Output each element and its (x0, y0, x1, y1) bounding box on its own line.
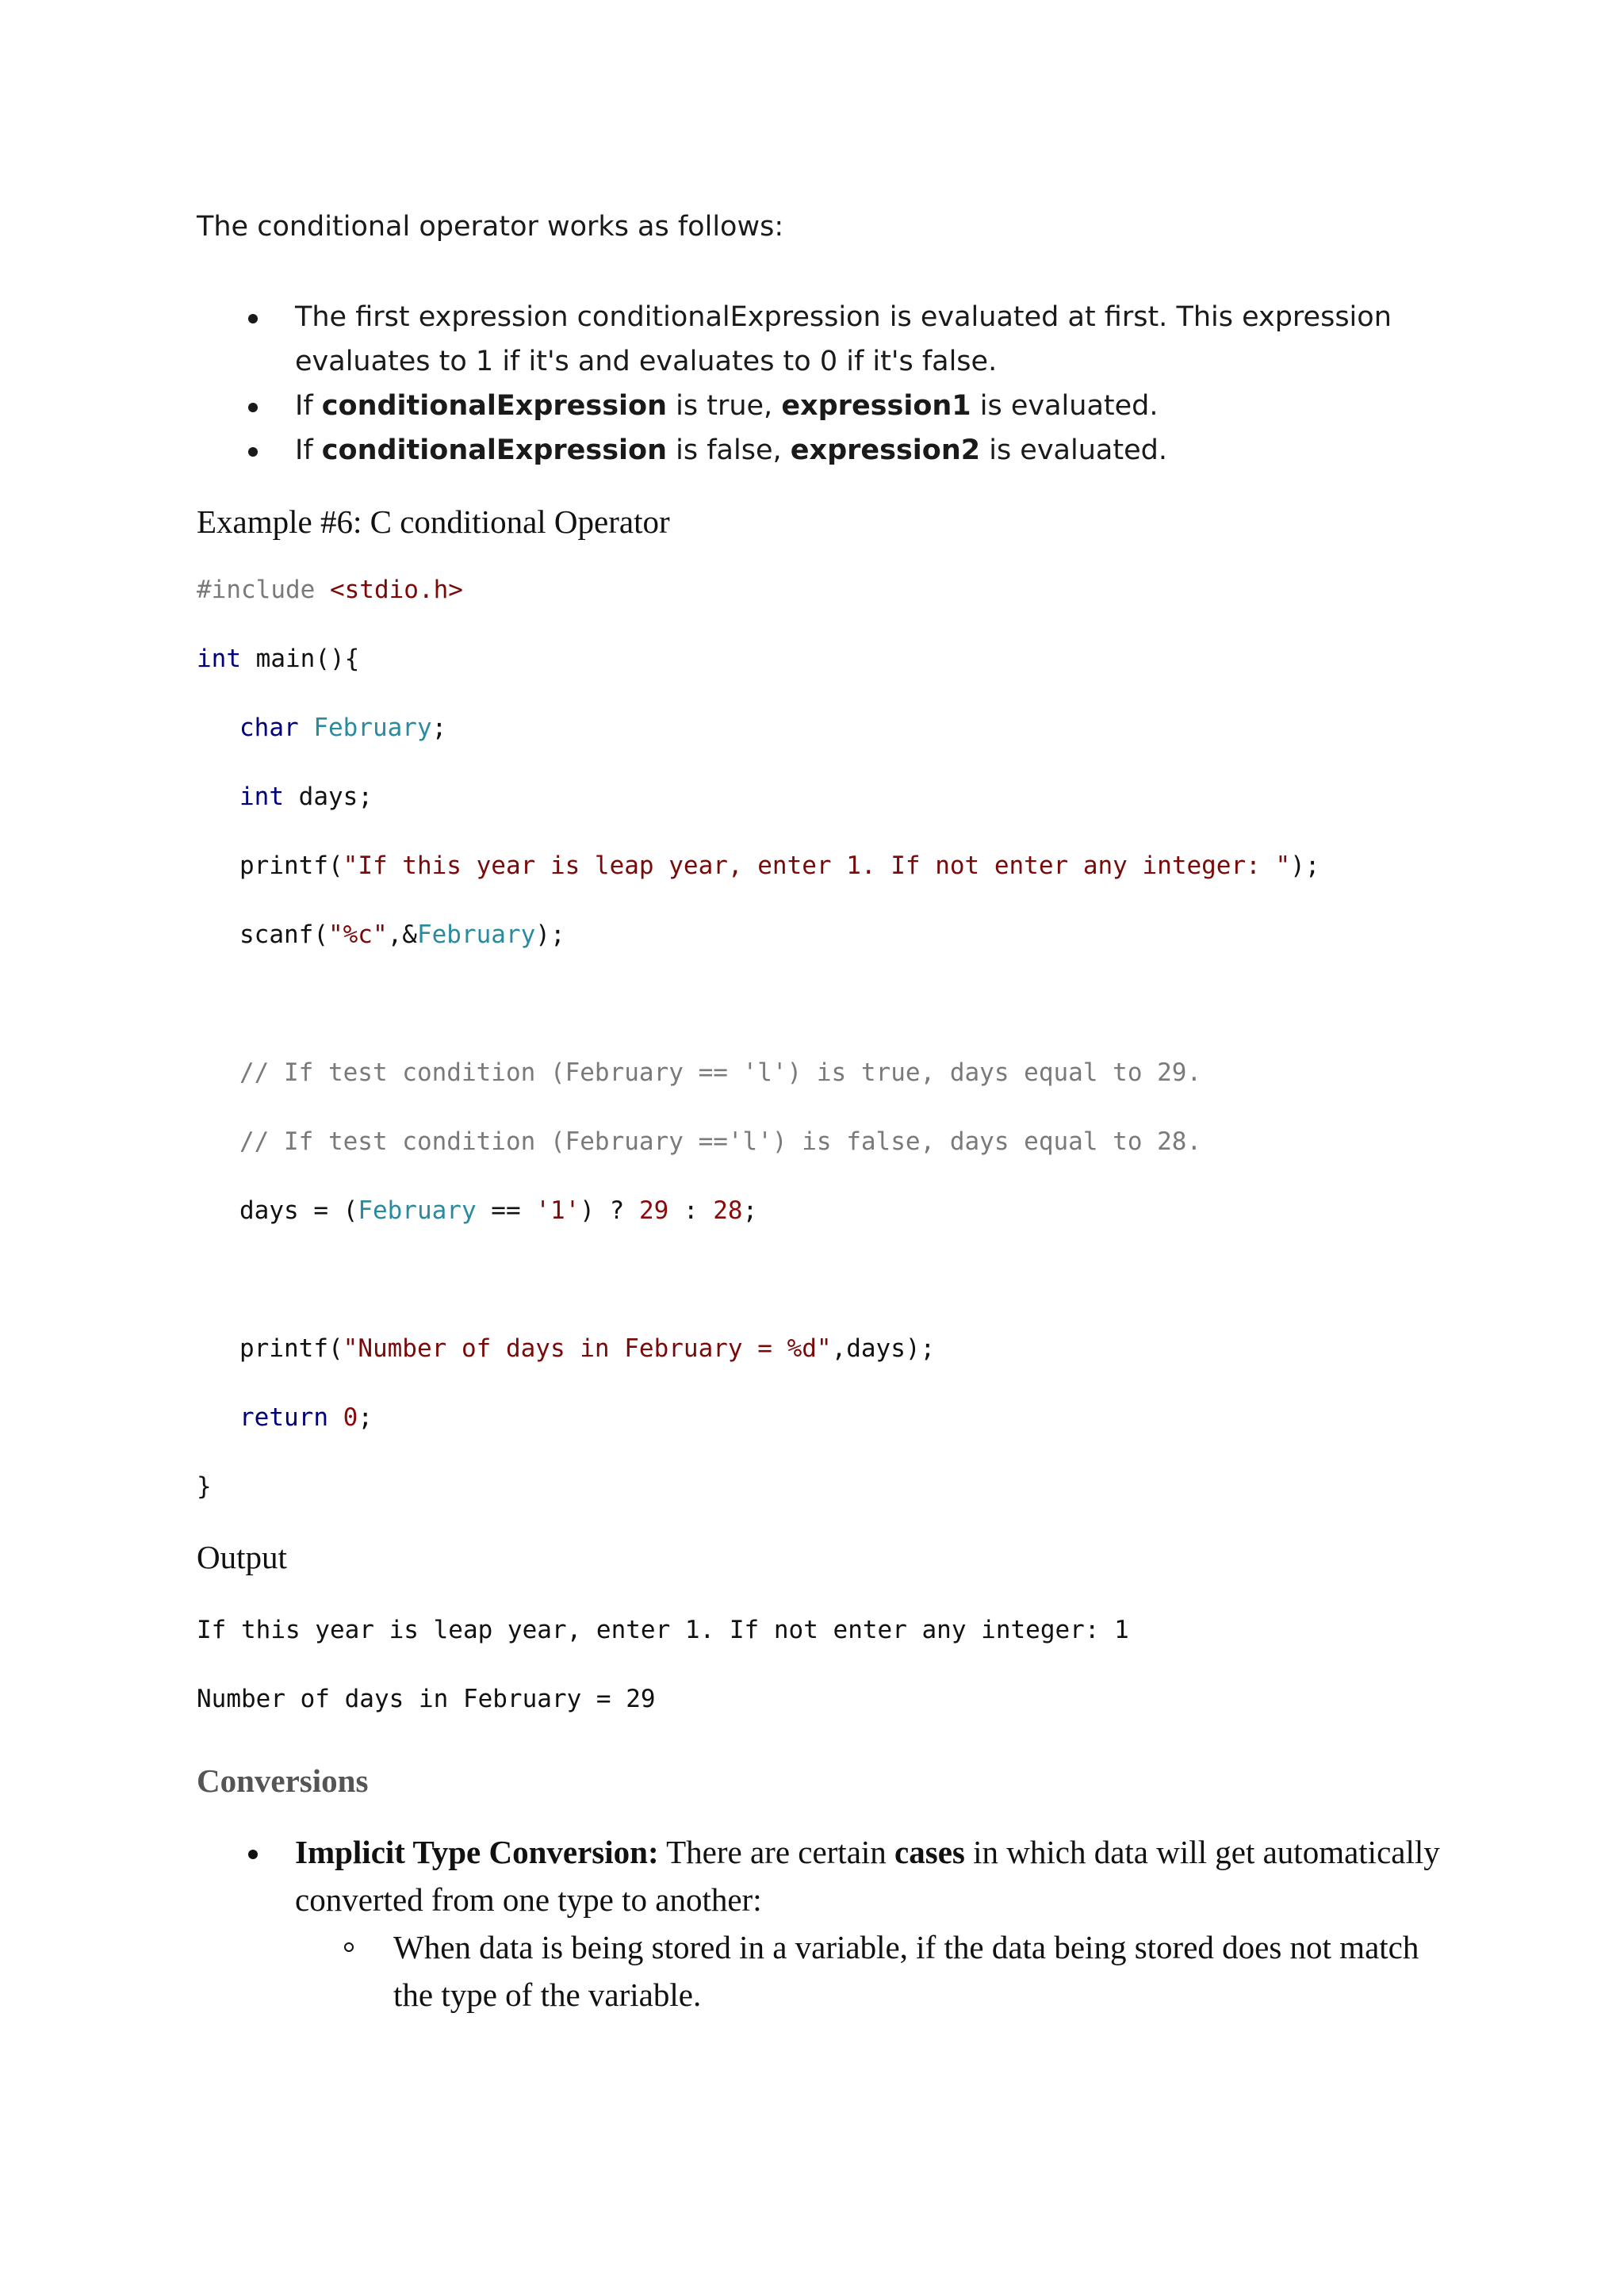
term-expression1: expression1 (781, 390, 971, 422)
list-item (197, 428, 1434, 473)
example-heading: Example #6: C conditional Operator (197, 503, 670, 540)
code-line-comment-false: // If test condition (February =='l') is false, days equal to 28. (239, 1127, 1202, 1156)
code-line-printf-prompt: printf("If this year is leap year, enter 1. If not enter any integer: "); (239, 851, 1320, 880)
code-line-include: #include <stdio.h> (197, 576, 463, 604)
term-implicit-conversion: Implicit Type Conversion: (295, 1834, 659, 1870)
list-item (197, 1828, 1450, 1923)
code-line-return: return 0; (239, 1403, 373, 1432)
output-line: If this year is leap year, enter 1. If not enter any integer: 1 (197, 1616, 1129, 1644)
code-line-char-decl: char February; (239, 714, 447, 742)
conversions-heading: Conversions (197, 1762, 369, 1799)
list-item-text: If conditionalExpression is false, expression2 is evaluated. (295, 434, 1167, 466)
code-line-main: int main(){ (197, 645, 360, 673)
term-conditional-expression: conditionalExpression (321, 434, 668, 466)
sub-list-item-text: When data is being stored in a variable, if the data being stored does not match the type of the variable. (393, 1929, 1419, 2013)
bullet-icon (197, 384, 295, 428)
list-item (197, 295, 1434, 384)
output-heading: Output (197, 1539, 287, 1575)
list-item-text: Implicit Type Conversion: There are certain cases in which data will get automatically converted from one type to another: (295, 1834, 1440, 1918)
code-line-comment-true: // If test condition (February == 'l') is true, days equal to 29. (239, 1058, 1202, 1087)
hollow-bullet-icon (295, 1923, 393, 2019)
code-line-scanf: scanf("%c",&February); (239, 920, 565, 949)
list-item (197, 384, 1434, 428)
code-line-printf-result: printf("Number of days in February = %d",days); (239, 1334, 936, 1363)
code-block (197, 572, 1320, 1501)
list-item-text: If conditionalExpression is true, expression1 is evaluated. (295, 390, 1159, 422)
code-line-close-brace: } (197, 1472, 212, 1501)
code-line-ternary: days = (February == '1') ? 29 : 28; (239, 1196, 758, 1225)
bullet-icon (197, 428, 295, 473)
code-line-int-decl: int days; (239, 783, 373, 811)
sub-list-item (295, 1923, 1450, 2019)
term-expression2: expression2 (790, 434, 981, 466)
bullet-icon (197, 295, 295, 384)
intro-paragraph: The conditional operator works as follows: (197, 211, 784, 243)
output-line: Number of days in February = 29 (197, 1685, 656, 1713)
conversions-list (197, 1828, 1450, 2019)
term-cases: cases (894, 1834, 965, 1870)
operator-steps-list (197, 295, 1434, 473)
list-item-text: The first expression conditionalExpression is evaluated at first. This expression evaluates to 1 if it's and evaluates to 0 if it's false. (295, 301, 1392, 377)
bullet-icon (197, 1828, 295, 1923)
term-conditional-expression: conditionalExpression (321, 390, 668, 422)
